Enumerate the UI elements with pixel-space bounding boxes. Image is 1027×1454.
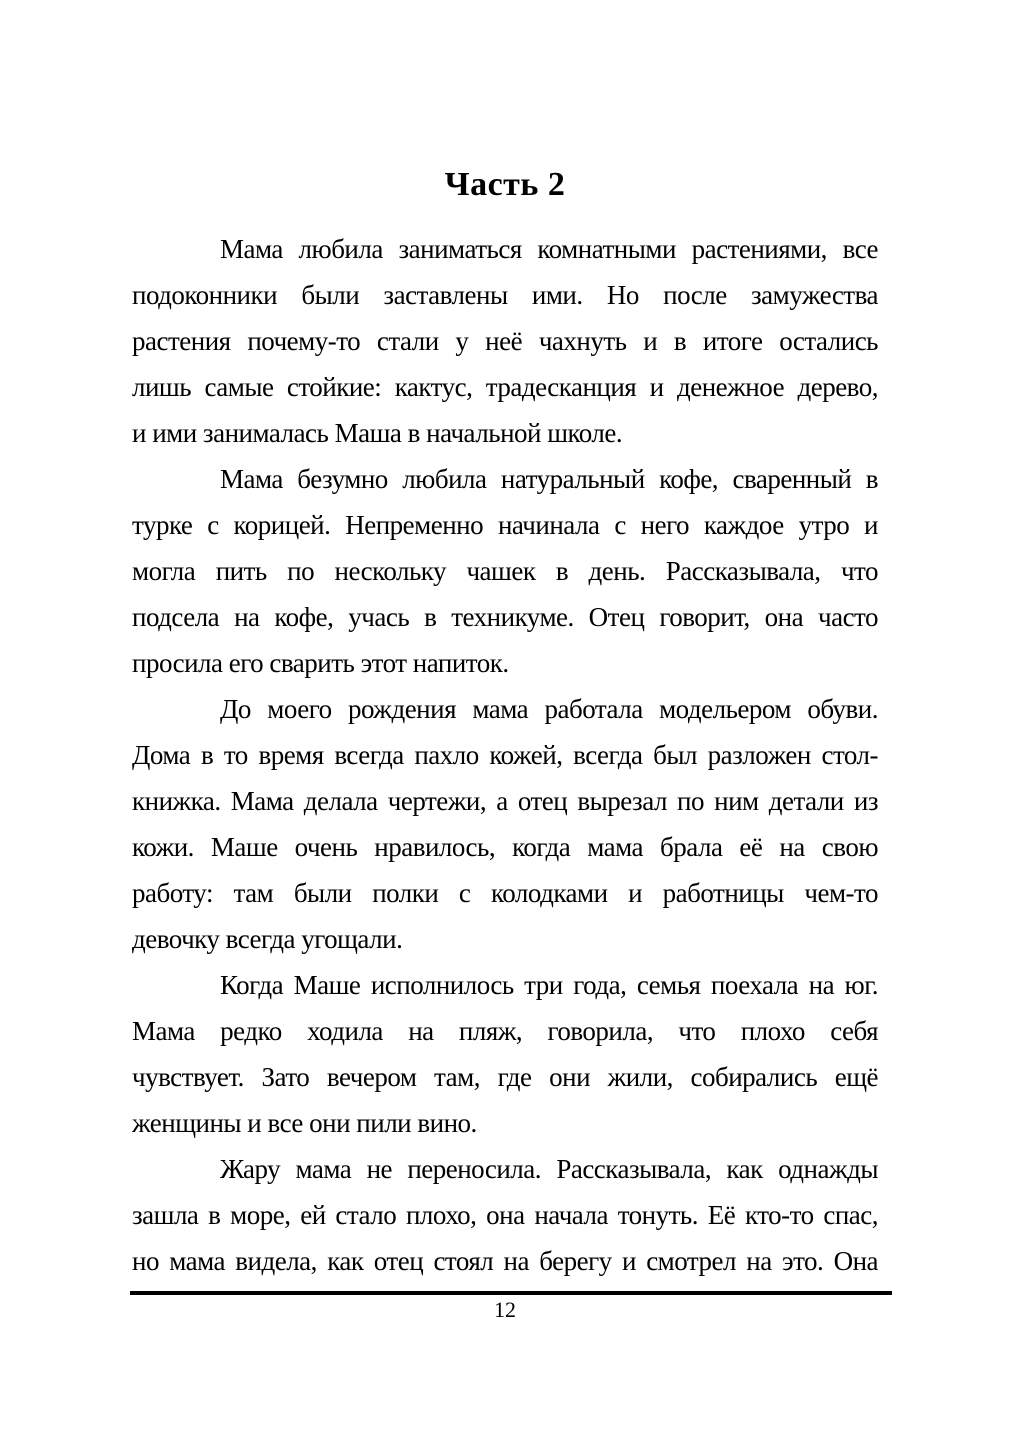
text-line: кожи. Маше очень нравилось, когда мама брала её на свою [132,832,878,862]
text-line: Мама любила заниматься комнатными растениями, все [220,234,878,264]
text-line: женщины и все они пили вино. [132,1108,477,1138]
text-line: зашла в море, ей стало плохо, она начала тонуть. Её кто-то спас, [132,1200,878,1230]
text-line: работу: там были полки с колодками и работницы чем-то [132,878,878,908]
text-line: Дома в то время всегда пахло кожей, всегда был разложен стол- [132,740,878,770]
text-line: девочку всегда угощали. [132,924,403,954]
text-line: просила его сварить этот напиток. [132,648,509,678]
document-body [132,226,878,1284]
paragraph [132,226,878,456]
text-line: чувствует. Зато вечером там, где они жили, собирались ещё [132,1062,878,1092]
page-title: Часть 2 [444,166,566,203]
paragraph [132,1146,878,1284]
page-number: 12 [494,1297,516,1322]
text-line: Жару мама не переносила. Рассказывала, как однажды [220,1154,878,1184]
footer-rule [130,1291,892,1295]
paragraph [132,686,878,962]
text-line: До моего рождения мама работала модельером обуви. [220,694,878,724]
text-line: но мама видела, как отец стоял на берегу и смотрел на это. Она [132,1246,878,1276]
text-line: подоконники были заставлены ими. Но после замужества [132,280,878,310]
text-line: Когда Маше исполнилось три года, семья поехала на юг. [220,970,878,1000]
text-line: лишь самые стойкие: кактус, традесканция и денежное дерево, [132,372,878,402]
text-line: турке с корицей. Непременно начинала с него каждое утро и [132,510,878,540]
paragraph [132,962,878,1146]
text-line: Мама редко ходила на пляж, говорила, что плохо себя [132,1016,878,1046]
paragraph [132,456,878,686]
text-line: растения почему-то стали у неё чахнуть и в итоге остались [132,326,878,356]
text-line: могла пить по нескольку чашек в день. Рассказывала, что [132,556,878,586]
text-line: подсела на кофе, учась в техникуме. Отец говорит, она часто [132,602,878,632]
text-line: Мама безумно любила натуральный кофе, сваренный в [220,464,878,494]
text-line: и ими занималась Маша в начальной школе. [132,418,623,448]
text-line: книжка. Мама делала чертежи, а отец вырезал по ним детали из [132,786,878,816]
